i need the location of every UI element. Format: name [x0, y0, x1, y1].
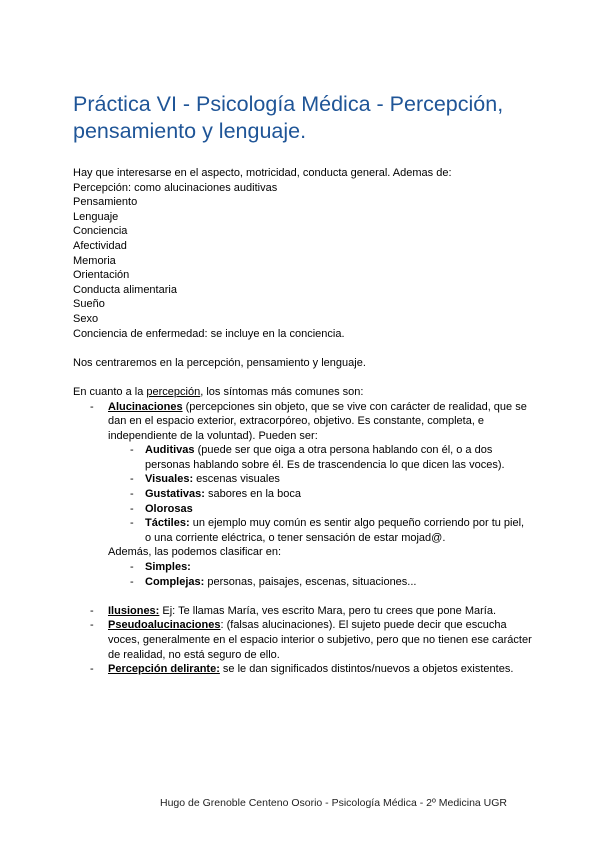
- dash-bullet: -: [130, 502, 134, 515]
- dash-bullet: -: [90, 400, 94, 413]
- bullet-pseudoalucinaciones: [73, 618, 533, 662]
- sub-bullet: [73, 575, 533, 590]
- list-item: Orientación: [73, 269, 130, 282]
- sub-bullet: [73, 487, 533, 502]
- document-body: [73, 166, 533, 677]
- sub-bullet: [73, 560, 533, 575]
- dash-bullet: -: [130, 517, 134, 530]
- dash-bullet: -: [130, 575, 134, 588]
- term-label: Auditivas: [145, 444, 195, 457]
- term-label: Visuales:: [145, 473, 194, 486]
- list-item: Conducta alimentaria: [73, 283, 177, 296]
- dash-bullet: -: [90, 663, 94, 676]
- term-label: Percepción delirante:: [108, 663, 220, 676]
- text: , los síntomas más comunes son:: [200, 385, 364, 398]
- term-text: Ej: Te llamas María, ves escrito Mara, pero tu crees que pone María.: [159, 604, 497, 617]
- classify-text: Además, las podemos clasificar en:: [108, 546, 282, 559]
- sub-bullet: [73, 502, 533, 517]
- list-item: Sexo: [73, 312, 99, 325]
- perception-intro: [73, 385, 533, 400]
- dash-bullet: -: [130, 561, 134, 574]
- list-item: Memoria: [73, 254, 116, 267]
- term-label: Olorosas: [145, 502, 193, 515]
- term-label: Ilusiones:: [108, 604, 160, 617]
- list-item: Pensamiento: [73, 196, 138, 209]
- term-text: se le dan significados distintos/nuevos a objetos existentes.: [219, 663, 514, 676]
- term-label: Alucinaciones: [108, 400, 183, 413]
- term-text: un ejemplo muy común es sentir algo pequeño corriendo por tu piel, o una corriente eléctrica, o tener sensación de estar mojad@.: [145, 517, 525, 544]
- bullet-ilusiones: [73, 604, 533, 619]
- sub-bullet: [73, 443, 533, 472]
- term-label: Gustativas:: [145, 488, 205, 501]
- term-text: : (falsas alucinaciones). El sujeto puede decir que escucha voces, generalmente en el espacio interior o subjetivo, pero que no tienen ese carácter de realidad, no está seguro de ello.: [108, 619, 532, 661]
- dash-bullet: -: [130, 473, 134, 486]
- list-item: Afectividad: [73, 239, 127, 252]
- term-text: sabores en la boca: [204, 488, 301, 501]
- dash-bullet: -: [130, 444, 134, 457]
- focus-text: Nos centraremos en la percepción, pensamiento y lenguaje.: [73, 356, 366, 369]
- term-label: Pseudoalucinaciones: [108, 619, 221, 632]
- bullet-percepcion-delirante: [73, 662, 533, 677]
- list-item: Sueño: [73, 298, 105, 311]
- term-text: (puede ser que oiga a otra persona hablando con él, o a dos personas hablando sobre él. Es de trascendencia lo que dicen las voces).: [145, 444, 505, 471]
- dash-bullet: -: [90, 604, 94, 617]
- sub-bullet: [73, 516, 533, 545]
- text: En cuanto a la: [73, 385, 147, 398]
- bullet-alucinaciones: [73, 400, 533, 444]
- dash-bullet: -: [90, 619, 94, 632]
- term-text: (percepciones sin objeto, que se vive con carácter de realidad, que se dan en el espacio exterior, extracorpóreo, objetivo. Es constante, completa, e independiente de la voluntad). Pueden ser:: [108, 400, 527, 442]
- list-item: Percepción: como alucinaciones auditivas: [73, 181, 278, 194]
- intro-text: Hay que interesarse en el aspecto, motricidad, conducta general. Ademas de:: [73, 167, 452, 179]
- term-label: Táctiles:: [145, 517, 190, 530]
- page-title: Práctica VI - Psicología Médica - Percepción, pensamiento y lenguaje.: [73, 92, 504, 143]
- term-text: escenas visuales: [193, 473, 280, 486]
- term-text: personas, paisajes, escenas, situaciones...: [204, 575, 417, 588]
- page-footer: Hugo de Grenoble Centeno Osorio - Psicología Médica - 2º Medicina UGR: [160, 797, 508, 809]
- sub-bullet: [73, 472, 533, 487]
- list-item: Conciencia: [73, 225, 128, 238]
- term-label: Complejas:: [145, 575, 205, 588]
- perception-link: percepción: [146, 385, 201, 398]
- term-label: Simples:: [145, 561, 191, 574]
- dash-bullet: -: [130, 488, 134, 501]
- list-item: Lenguaje: [73, 210, 119, 223]
- list-item: Conciencia de enfermedad: se incluye en la conciencia.: [73, 327, 345, 340]
